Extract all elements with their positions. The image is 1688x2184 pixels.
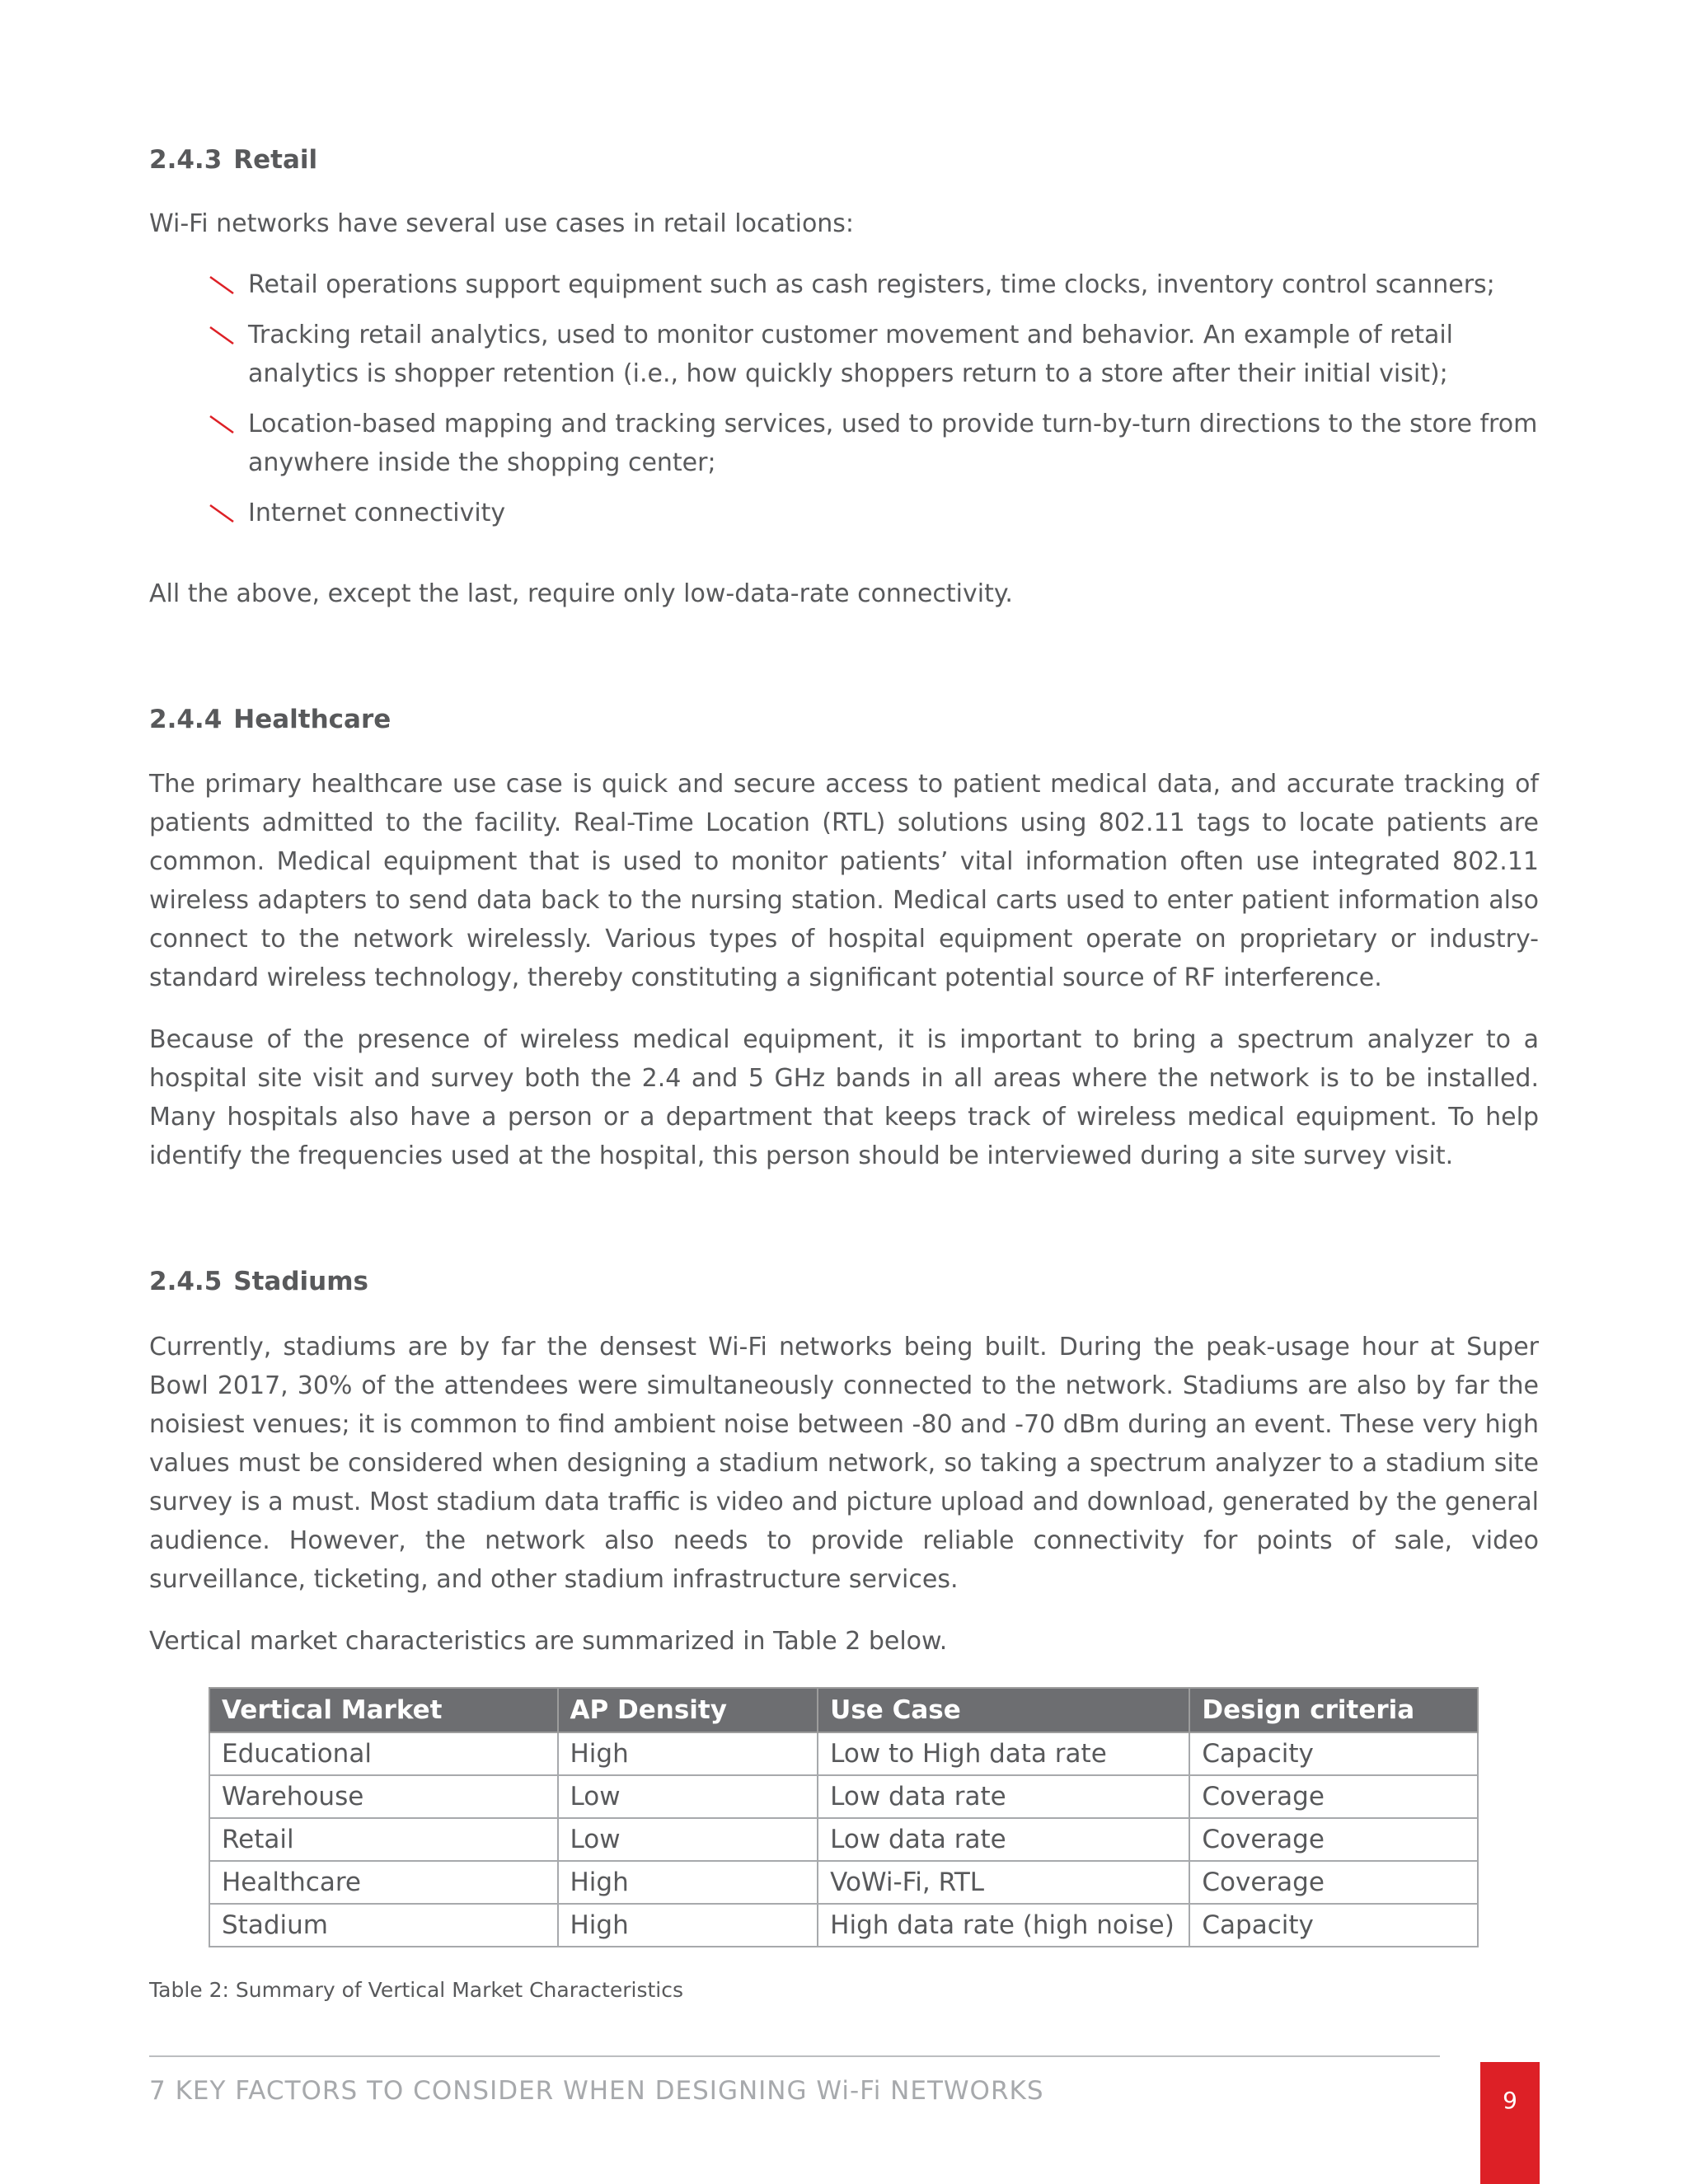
table-row	[209, 1861, 1478, 1904]
table-cell: Warehouse	[209, 1775, 558, 1818]
table-cell: Capacity	[1189, 1732, 1478, 1775]
column-header: Vertical Market	[209, 1688, 558, 1732]
red-slash-bullet-icon	[209, 415, 237, 434]
table-cell: Retail	[209, 1818, 558, 1861]
table-cell: Capacity	[1189, 1904, 1478, 1947]
table-cell: Coverage	[1189, 1775, 1478, 1818]
column-header: Use Case	[818, 1688, 1189, 1732]
table-cell: Coverage	[1189, 1818, 1478, 1861]
table-cell: High	[558, 1861, 818, 1904]
table-cell: Educational	[209, 1732, 558, 1775]
section-heading-stadiums	[149, 1267, 368, 1296]
table-cell: Low	[558, 1775, 818, 1818]
list-item	[209, 494, 1539, 532]
footer-title: 7 KEY FACTORS TO CONSIDER WHEN DESIGNING Wi-Fi NETWORKS	[149, 2076, 1044, 2106]
table-cell: High	[558, 1904, 818, 1947]
list-item-text: Location-based mapping and tracking services, used to provide turn-by-turn directions to the store from anywhere inside the shopping center;	[248, 410, 1538, 477]
healthcare-paragraph-2: Because of the presence of wireless medical equipment, it is important to bring a spectrum analyzer to a hospital site visit and survey both the 2.4 and 5 GHz bands in all areas where the network is to be installed. Many hospitals also have a person or a department that keeps track of wireless medical equipment. To help identify the frequencies used at the hospital, this person should be interviewed during a site survey visit.	[149, 1025, 1539, 1170]
section-number: 2.4.3	[149, 145, 223, 175]
retail-intro: Wi-Fi networks have several use cases in retail locations:	[149, 209, 855, 238]
section-title: Healthcare	[233, 705, 392, 734]
table-cell: High	[558, 1732, 818, 1775]
section-title: Stadiums	[233, 1267, 368, 1296]
table-row	[209, 1732, 1478, 1775]
retail-closing: All the above, except the last, require only low-data-rate connectivity.	[149, 579, 1013, 608]
red-slash-bullet-icon	[209, 504, 237, 523]
footer-divider	[149, 2055, 1440, 2057]
list-item-text: Retail operations support equipment such as cash registers, time clocks, inventory control scanners;	[248, 270, 1495, 299]
table-cell: VoWi-Fi, RTL	[818, 1861, 1189, 1904]
table-row	[209, 1904, 1478, 1947]
table-cell: Coverage	[1189, 1861, 1478, 1904]
table-cell: Low data rate	[818, 1775, 1189, 1818]
section-number: 2.4.4	[149, 705, 223, 734]
section-heading-healthcare	[149, 705, 391, 734]
list-item	[209, 405, 1539, 482]
red-slash-bullet-icon	[209, 275, 237, 295]
vertical-market-table	[209, 1687, 1479, 1947]
retail-bullet-list	[209, 265, 1539, 544]
list-item-text: Internet connectivity	[248, 499, 506, 527]
stadiums-paragraph-1: Currently, stadiums are by far the densest Wi-Fi networks being built. During the peak-usage hour at Super Bowl 2017, 30% of the attendees were simultaneously connected to the network. Stadiums are also by far the noisiest venues; it is common to find ambient noise between -80 and -70 dBm during an event. These very high values must be considered when designing a stadium network, so taking a spectrum analyzer to a stadium site survey is a must. Most stadium data traffic is video and picture upload and download, generated by the general audience. However, the network also needs to provide reliable connectivity for points of sale, video surveillance, ticketing, and other stadium infrastructure services.	[149, 1333, 1539, 1594]
list-item-text: Tracking retail analytics, used to monitor customer movement and behavior. An example of retail analytics is shopper retention (i.e., how quickly shoppers return to a store after their initial visit);	[248, 321, 1454, 388]
healthcare-paragraph-1: The primary healthcare use case is quick and secure access to patient medical data, and accurate tracking of patients admitted to the facility. Real-Time Location (RTL) solutions using 802.11 tags to locate patients are common. Medical equipment that is used to monitor patients’ vital information often use integrated 802.11 wireless adapters to send data back to the nursing station. Medical carts used to enter patient information also connect to the network wirelessly. Various types of hospital equipment operate on proprietary or industry-standard wireless technology, thereby constituting a significant potential source of RF interference.	[149, 770, 1539, 992]
table-caption: Table 2: Summary of Vertical Market Characteristics	[149, 1978, 683, 2002]
section-title: Retail	[233, 145, 318, 175]
table-cell: Low	[558, 1818, 818, 1861]
section-heading-retail	[149, 145, 317, 175]
table-cell: Healthcare	[209, 1861, 558, 1904]
red-slash-bullet-icon	[209, 326, 237, 345]
table-cell: Low data rate	[818, 1818, 1189, 1861]
stadiums-paragraph-2: Vertical market characteristics are summarized in Table 2 below.	[149, 1627, 948, 1656]
table-row	[209, 1775, 1478, 1818]
list-item	[209, 265, 1539, 304]
table-header-row	[209, 1688, 1478, 1732]
page-number-badge: 9	[1480, 2062, 1540, 2184]
column-header: AP Density	[558, 1688, 818, 1732]
table-cell: Stadium	[209, 1904, 558, 1947]
table-cell: High data rate (high noise)	[818, 1904, 1189, 1947]
section-number: 2.4.5	[149, 1267, 223, 1296]
list-item	[209, 316, 1539, 393]
table-cell: Low to High data rate	[818, 1732, 1189, 1775]
column-header: Design criteria	[1189, 1688, 1478, 1732]
table-row	[209, 1818, 1478, 1861]
